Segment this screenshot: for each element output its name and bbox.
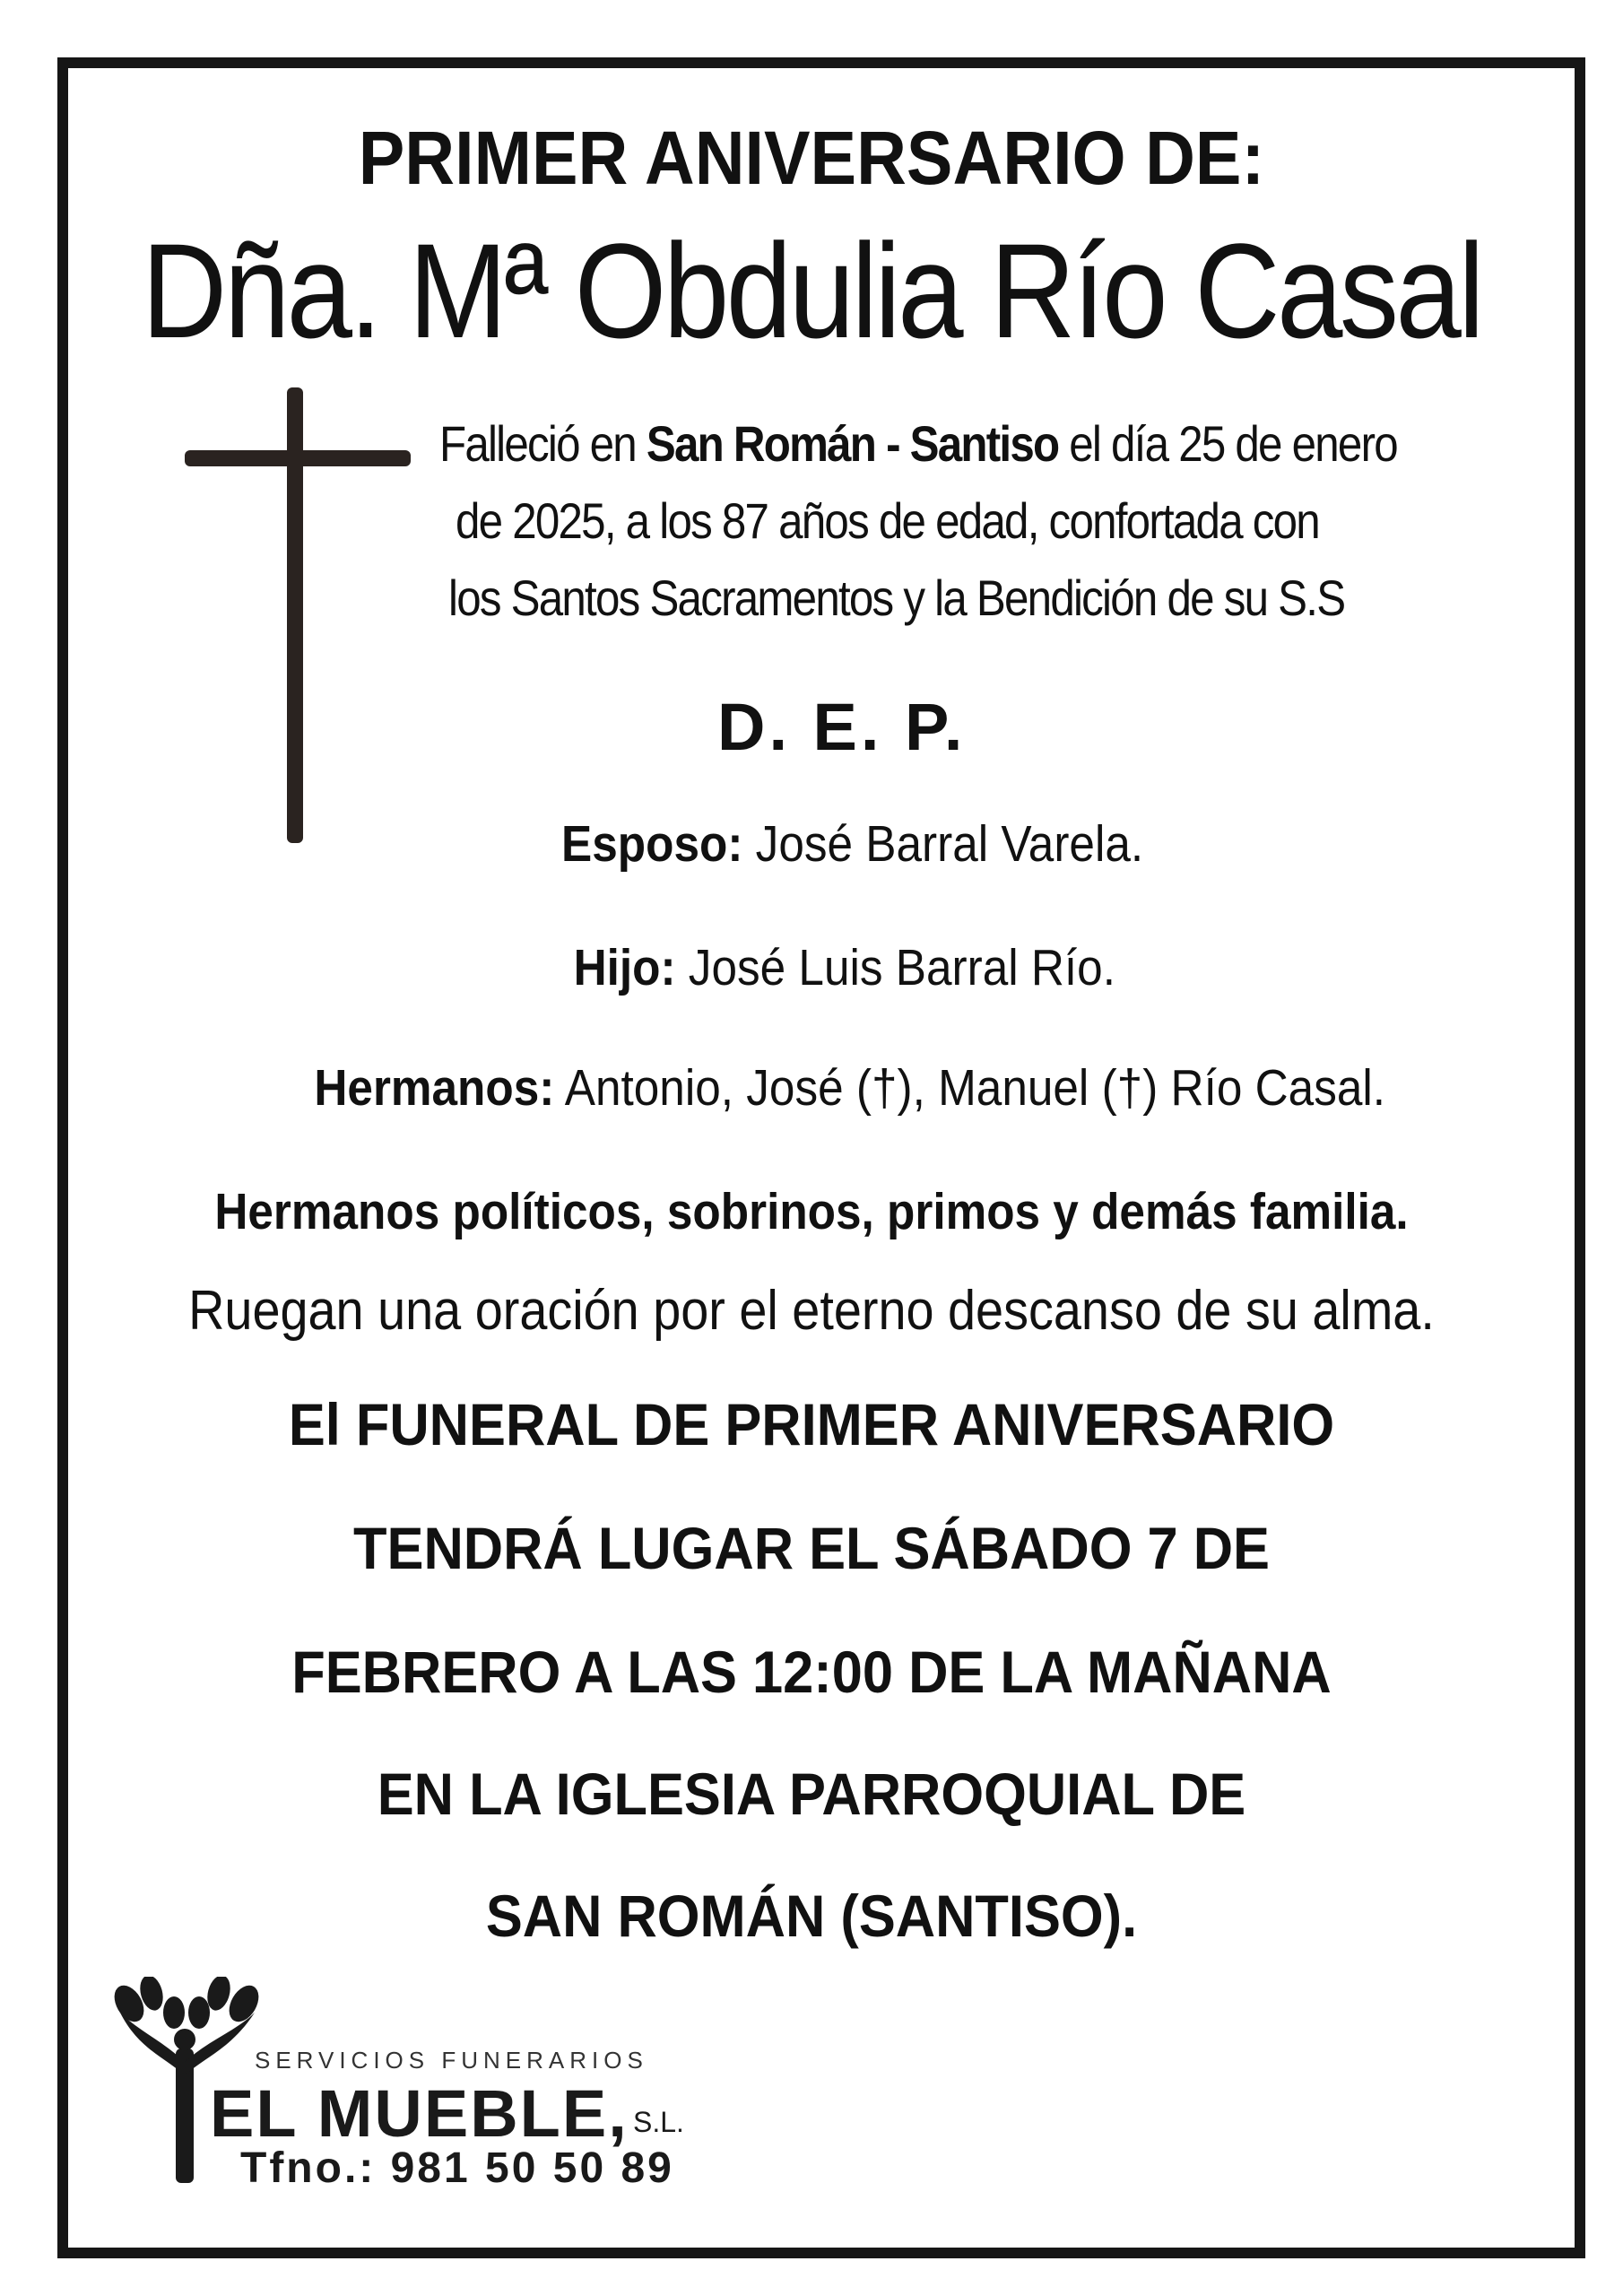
anniversary-heading: PRIMER ANIVERSARIO DE:: [358, 116, 1265, 200]
death-place: San Román - Santiso: [646, 415, 1059, 472]
other-family-line: Hermanos políticos, sobrinos, primos y demás familia.: [214, 1183, 1409, 1240]
deceased-name: Dña. Mª Obdulia Río Casal: [141, 215, 1482, 366]
funeral-home-suffix: S.L.: [633, 2106, 684, 2138]
intro-line-1: Falleció en San Román - Santiso el día 25 de enero: [439, 415, 1397, 472]
dep-text: D. E. P.: [717, 690, 967, 764]
funeral-line-4: EN LA IGLESIA PARROQUIAL DE: [377, 1761, 1246, 1827]
son-line: Hijo: José Luis Barral Río.: [573, 939, 1115, 996]
funeral-line-3: FEBRERO A LAS 12:00 DE LA MAÑANA: [291, 1639, 1332, 1705]
funeral-line-5: SAN ROMÁN (SANTISO).: [485, 1883, 1138, 1949]
intro-line-3: los Santos Sacramentos y la Bendición de su S.S: [448, 570, 1345, 626]
funeral-line-1: El FUNERAL DE PRIMER ANIVERSARIO: [288, 1391, 1335, 1457]
intro-line-2: de 2025, a los 87 años de edad, confortada con: [456, 492, 1319, 549]
spouse-line: Esposo: José Barral Varela.: [561, 815, 1144, 873]
funeral-home-name: EL MUEBLE,: [210, 2076, 629, 2151]
prayer-line: Ruegan una oración por el eterno descanso de su alma.: [188, 1280, 1435, 1342]
funeral-line-2: TENDRÁ LUGAR EL SÁBADO 7 DE: [353, 1515, 1270, 1581]
funeral-home-phone: Tfno.: 981 50 50 89: [240, 2144, 674, 2192]
siblings-line: Hermanos: Antonio, José (†), Manuel (†) Río Casal.: [314, 1059, 1386, 1117]
funeral-home-subtitle: SERVICIOS FUNERARIOS: [255, 2047, 648, 2074]
